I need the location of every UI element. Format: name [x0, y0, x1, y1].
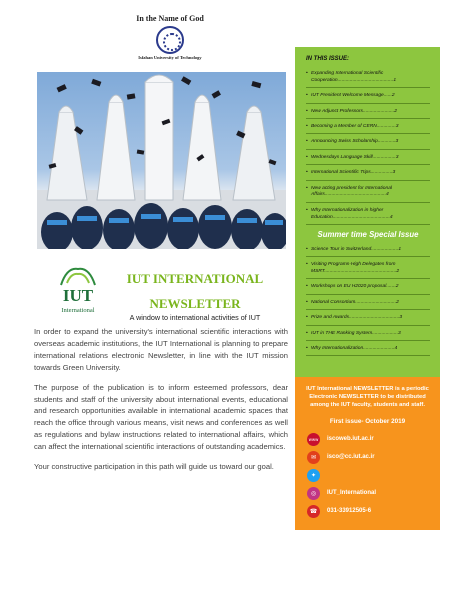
twitter-icon: ✦	[307, 469, 320, 482]
contents-item[interactable]: • International Scientific Trips................3	[306, 170, 430, 180]
contents-heading: IN THIS ISSUE:	[306, 56, 350, 62]
special-item[interactable]: • Why Internationalization.......................4	[306, 346, 430, 356]
logo-subtext: International	[61, 307, 95, 314]
contents-item[interactable]: • Becoming a Member of CERN..............3	[306, 124, 430, 134]
page-header	[110, 14, 230, 60]
special-issue-list	[306, 247, 430, 357]
contents-list	[306, 71, 430, 225]
university-seal-icon	[156, 26, 184, 54]
special-item[interactable]: • Visiting Programs-High Delegates from MSRT.....................................................2	[306, 262, 430, 279]
contents-item[interactable]: • Wednesdays Language Skill.................3	[306, 155, 430, 165]
contents-item[interactable]: • Why Internationalization in higher Education..........................................4	[306, 208, 430, 225]
intro-text	[34, 326, 288, 481]
contents-item[interactable]: • IUT President Welcome Message......2	[306, 93, 430, 103]
issue-date: First issue- October 2019	[329, 417, 406, 425]
contact-website[interactable]	[303, 433, 432, 446]
info-panel	[295, 377, 440, 530]
phone-number[interactable]: 031-33912505-6	[327, 508, 372, 515]
iut-international-logo	[53, 263, 103, 315]
contact-phone[interactable]	[303, 505, 432, 518]
intro-paragraph: In order to expand the university's international scientific interactions with overseas academic institutions, the IUT International is planning to prepare international relations electronic Newsletter, in line with the IUT mission towards Green University.	[34, 327, 288, 372]
special-item[interactable]: • Science Tour in Switzerland....................1	[306, 247, 430, 257]
special-item[interactable]: • Workshops on EU H2020 proposal.......2	[306, 284, 430, 294]
email-link[interactable]: isco@cc.iut.ac.ir	[327, 454, 375, 461]
contents-item[interactable]: • New acting president for International Affairs.............................................4	[306, 186, 430, 203]
special-item[interactable]: • Prize and Awards.....................................3	[306, 315, 430, 325]
website-link[interactable]: iscoweb.iut.ac.ir	[327, 436, 374, 443]
intro-paragraph: Your constructive participation in this path will guide us toward our goal.	[34, 462, 274, 472]
university-name: Isfahan University of Technology	[138, 55, 202, 60]
instagram-handle[interactable]: IUT_International	[327, 490, 377, 497]
basmala-text: In the Name of God	[136, 14, 204, 23]
phone-icon: ☎	[307, 505, 320, 518]
logo-text: IUT	[62, 286, 94, 305]
contact-twitter[interactable]	[303, 469, 432, 482]
newsletter-title	[110, 266, 280, 316]
graduation-photo	[37, 72, 286, 249]
email-icon: ✉	[307, 451, 320, 464]
contents-item[interactable]: • Expanding International Scientific Cooperation.........................................1	[306, 71, 430, 88]
newsletter-tagline: A window to international activities of IUT	[129, 313, 261, 322]
newsletter-title-line1: IUT INTERNATIONAL	[126, 271, 264, 286]
intro-paragraph: The purpose of the publication is to inform esteemed professors, dear students and staff of the university about international events, educational and research opportunities available in international academic spaces that reach the office through various means, visit news and conferences as well as regulations and bylaw instructions related to international affairs, which can affect the international scientific interactions of outstanding academics.	[34, 382, 288, 452]
contents-item[interactable]: • Announcing Swiss Scholarship.............3	[306, 139, 430, 149]
special-issue-heading: Summer time Special Issue	[317, 229, 419, 239]
instagram-icon: ◎	[307, 487, 320, 500]
newsletter-description: IUT International NEWSLETTER is a periodic Electronic NEWSLETTER to be distributed among the IUT faculty, students and staff.	[306, 386, 429, 409]
contents-item[interactable]: • New Adjunct Professors.......................2	[306, 109, 430, 119]
contact-instagram[interactable]	[303, 487, 432, 500]
contact-email[interactable]	[303, 451, 432, 464]
special-item[interactable]: • IUT in THE Ranking System...................3	[306, 331, 430, 341]
web-icon: www	[307, 433, 320, 446]
special-item[interactable]: • National Consortium..............................2	[306, 300, 430, 310]
graduation-photo-illustration	[37, 72, 286, 249]
newsletter-title-line2: NEWSLETTER	[149, 296, 241, 311]
contents-sidebar	[295, 47, 440, 377]
